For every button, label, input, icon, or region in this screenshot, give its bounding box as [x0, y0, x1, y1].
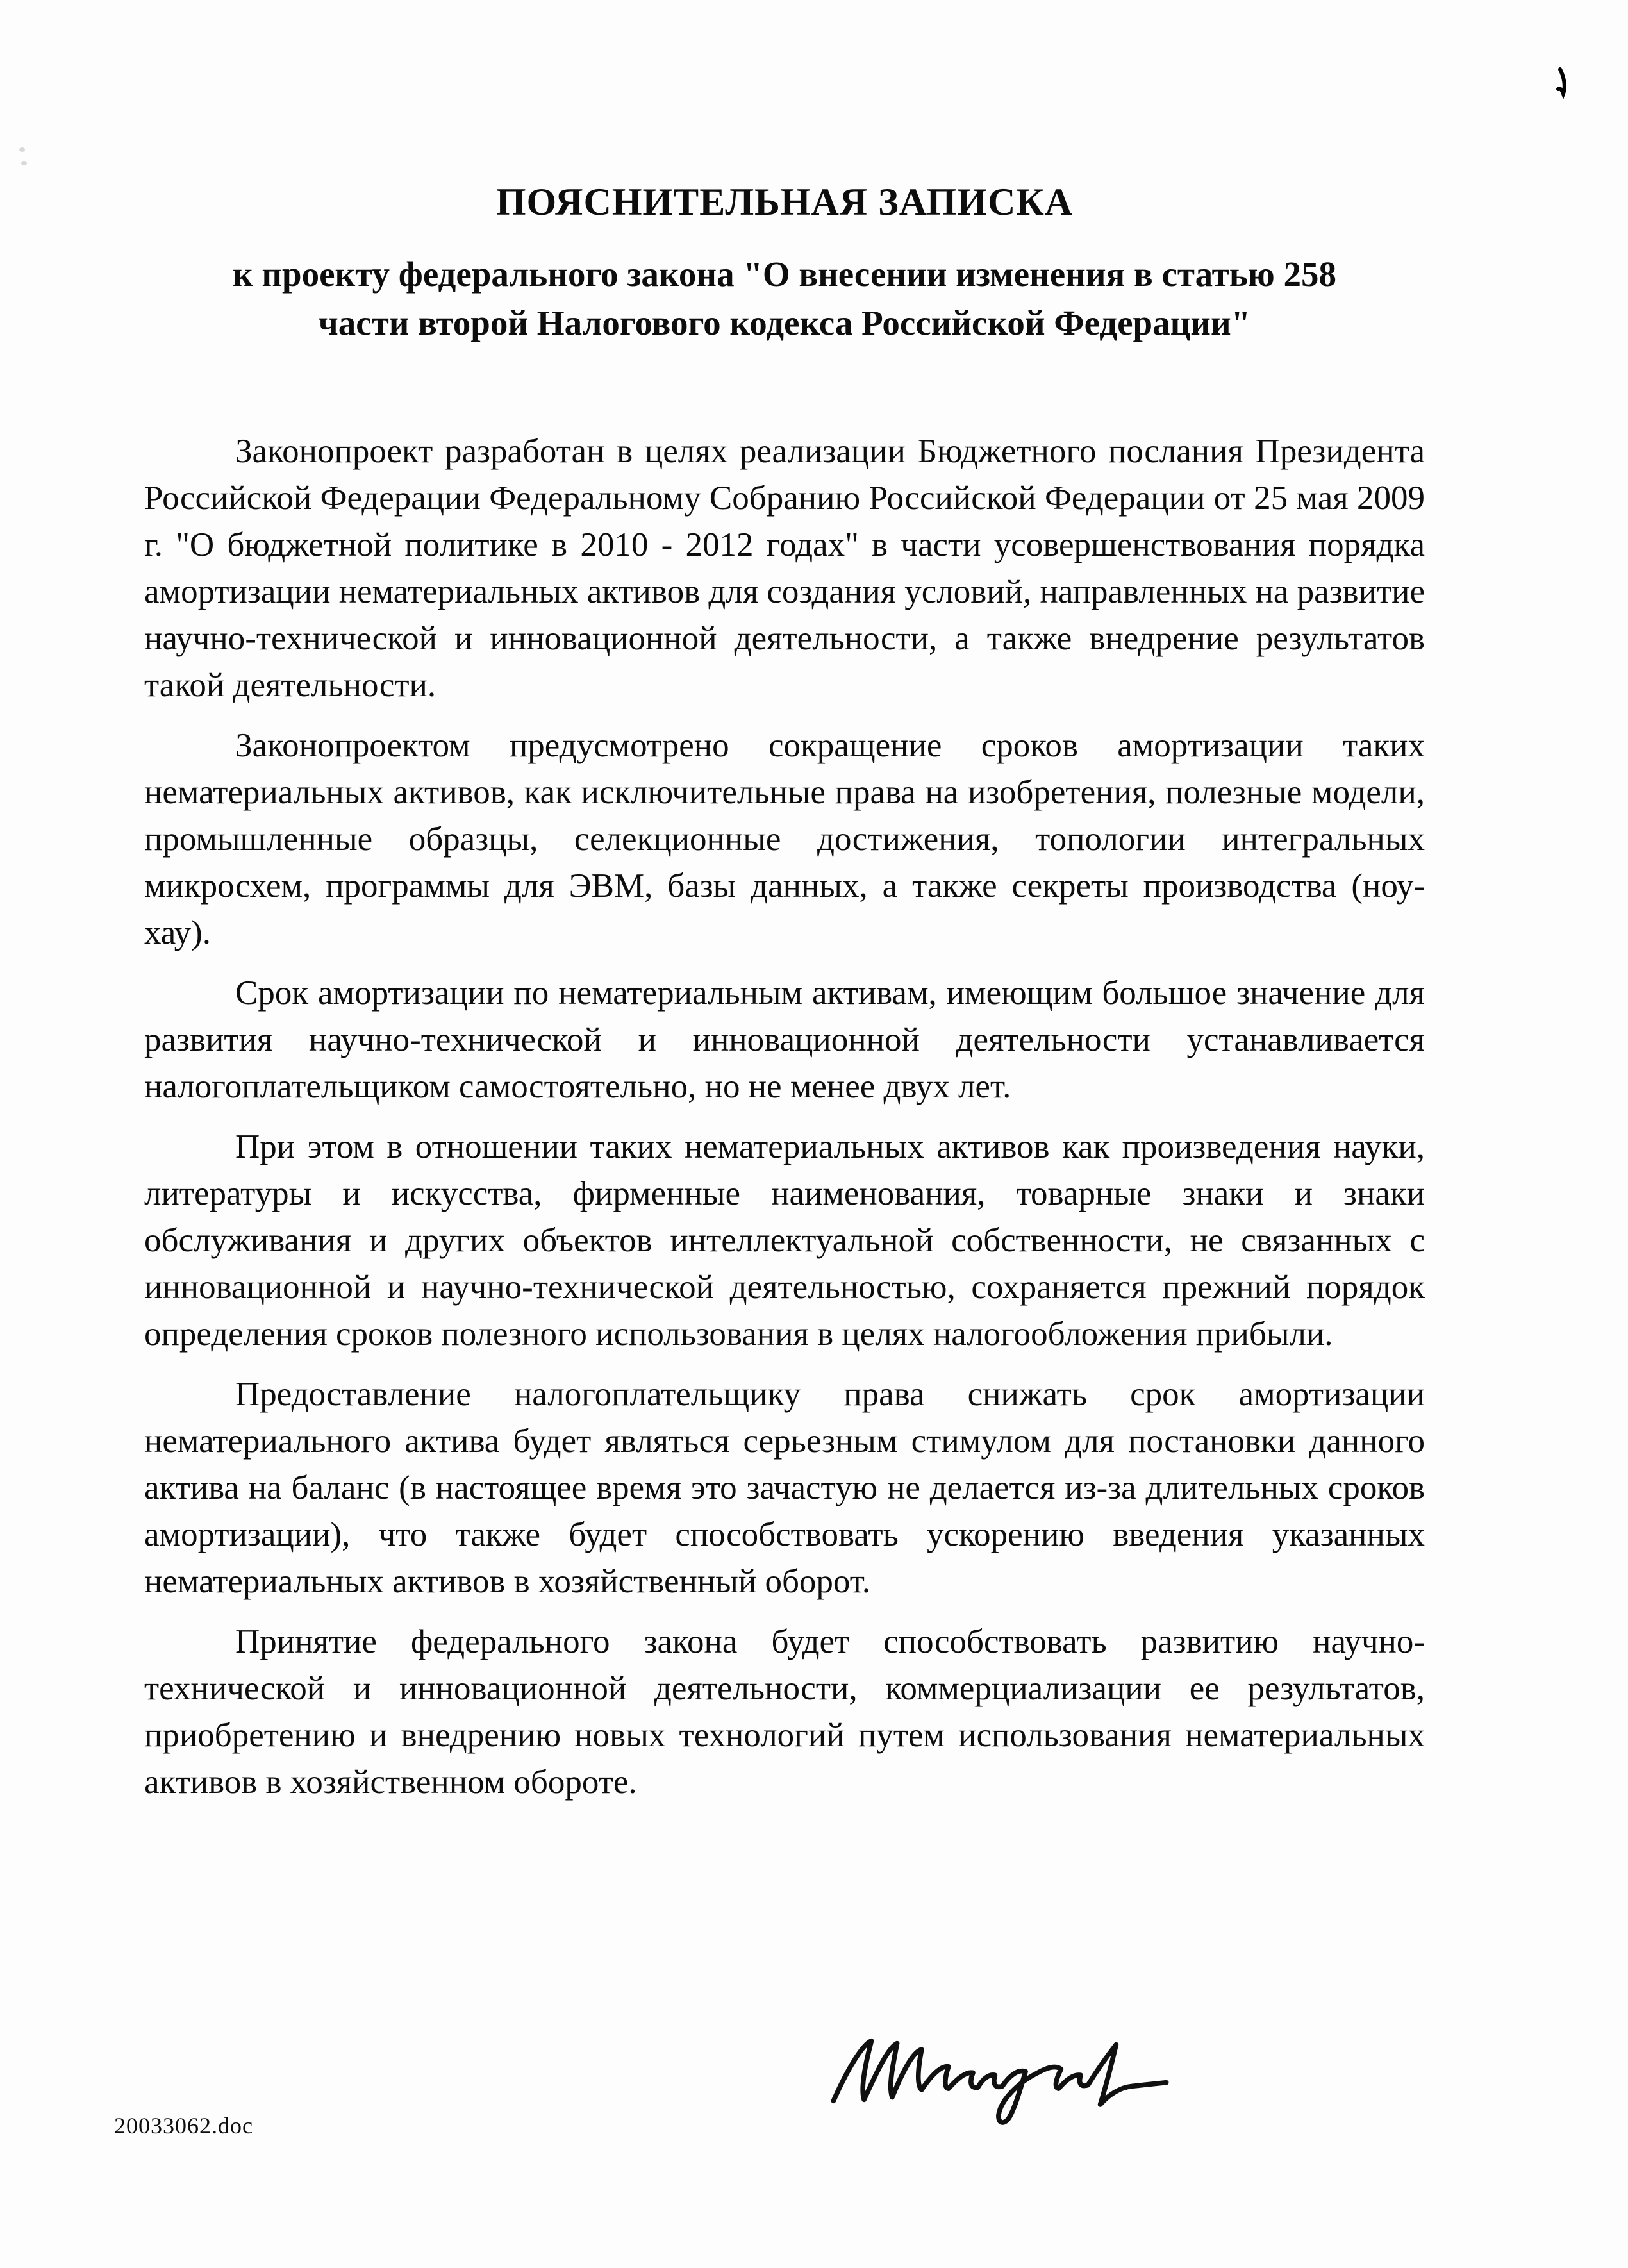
- ink-tick-mark-icon: [1555, 66, 1570, 99]
- paragraph: Принятие федерального закона будет способствовать развитию научно-технической и инновационной деятельности, коммерциализации ее результатов, приобретению и внедрению новых технологий путем использования нематериальных активов в хозяйственном обороте.: [144, 1623, 1425, 1801]
- document-subtitle: [144, 250, 1425, 347]
- scan-noise-speck: [21, 161, 27, 165]
- paragraph: Законопроектом предусмотрено сокращение сроков амортизации таких нематериальных активов, как исключительные права на изобретения, полезные модели, промышленные образцы, селекционные достижения, топологии интегральных микросхем, программы для ЭВМ, базы данных, а также секреты производства (ноу-хау).: [144, 727, 1425, 951]
- document-header: [144, 181, 1425, 347]
- paragraph: Срок амортизации по нематериальным активам, имеющим большое значение для развития научно-технической и инновационной деятельности устанавливается налогоплательщиком самостоятельно, но не менее двух лет.: [144, 974, 1425, 1105]
- scan-noise-speck: [19, 147, 25, 152]
- document-body: [144, 428, 1425, 1819]
- paragraph: Предоставление налогоплательщику права снижать срок амортизации нематериального актива будет являться серьезным стимулом для постановки данного актива на баланс (в настоящее время это зачастую не делается из-за длительных сроков амортизации), что также будет способствовать ускорению введения указанных нематериальных активов в хозяйственный оборот.: [144, 1376, 1425, 1600]
- handwritten-signature-icon: [820, 1997, 1179, 2131]
- paragraph: При этом в отношении таких нематериальных активов как произведения науки, литературы и искусства, фирменные наименования, товарные знаки и знаки обслуживания и других объектов интеллектуальной собственности, не связанных с инновационной и научно-технической деятельностью, сохраняется прежний порядок определения сроков полезного использования в целях налогообложения прибыли.: [144, 1128, 1425, 1353]
- paragraph: Законопроект разработан в целях реализации Бюджетного послания Президента Российской Федерации Федеральному Собранию Российской Федерации от 25 мая 2009 г. "О бюджетной политике в 2010 - 2012 годах" в части усовершенствования порядка амортизации нематериальных активов для создания условий, направленных на развитие научно-технической и инновационной деятельности, а также внедрение результатов такой деятельности.: [144, 433, 1425, 704]
- document-subtitle-line2: части второй Налогового кодекса Российской Федерации": [318, 303, 1251, 342]
- page-title: ПОЯСНИТЕЛЬНАЯ ЗАПИСКА: [495, 181, 1074, 223]
- footer-filename: 20033062.doc: [114, 2113, 253, 2139]
- document-subtitle-line1: к проекту федерального закона "О внесении изменения в статью 258: [232, 254, 1337, 294]
